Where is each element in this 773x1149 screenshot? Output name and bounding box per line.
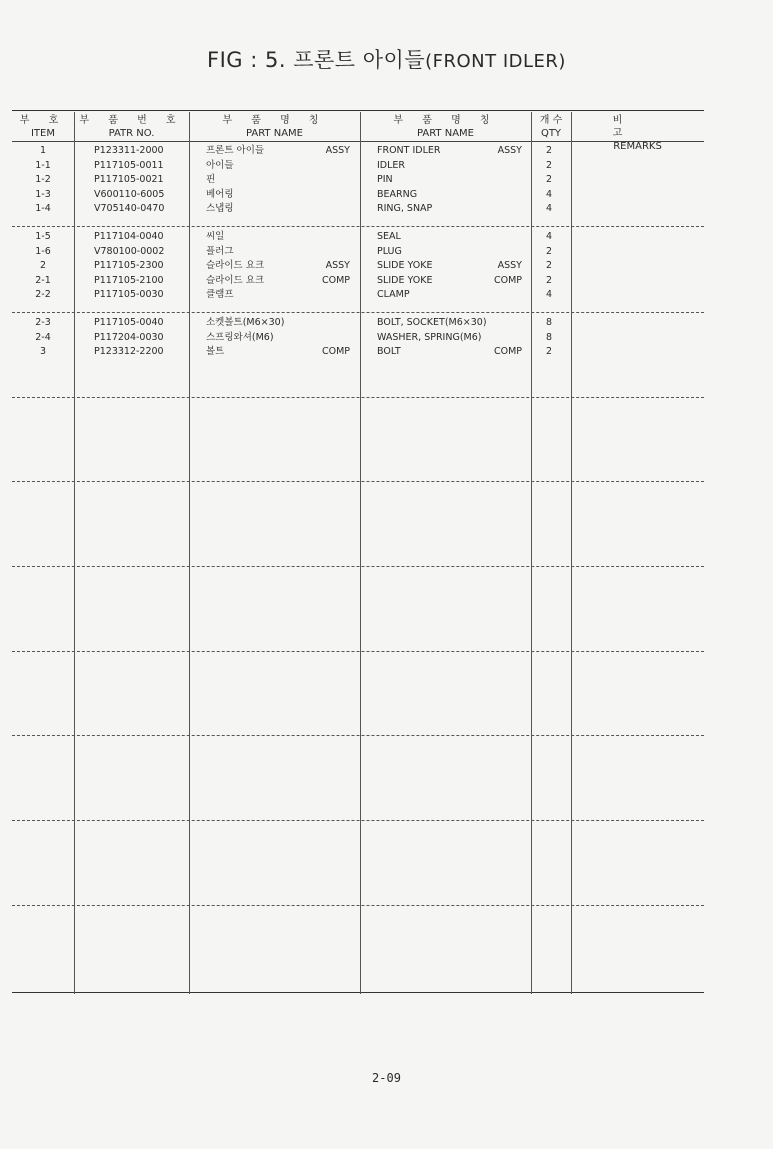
cell-type-en: COMP xyxy=(493,346,522,358)
cell-item: 2-2 xyxy=(35,289,51,301)
cell-name-en: SEAL xyxy=(377,231,401,242)
group-separator xyxy=(12,312,704,313)
cell-qty: 2 xyxy=(545,245,553,257)
cell-qty: 2 xyxy=(545,274,553,286)
cell-name-en: BEARNG xyxy=(377,188,418,200)
cell-name-ko: 소켓볼트(M6×30) xyxy=(206,317,285,328)
cell-part-no: P117105-0011 xyxy=(94,159,164,171)
cell-item: 1 xyxy=(39,145,47,156)
cell-name-ko: 플러그 xyxy=(206,245,234,257)
header-item-ko: 부 호 xyxy=(19,115,67,126)
cell-item: 1-3 xyxy=(35,188,51,200)
cell-name-en: PIN xyxy=(377,174,393,186)
cell-item: 3 xyxy=(39,346,47,358)
cell-type-en: ASSY xyxy=(497,145,522,156)
cell-name-ko: 스프링와셔(M6) xyxy=(206,331,274,343)
cell-qty: 2 xyxy=(545,174,553,186)
group-separator xyxy=(12,481,704,482)
cell-type-en: ASSY xyxy=(497,260,522,272)
cell-name-en: PLUG xyxy=(377,245,402,257)
cell-qty: 4 xyxy=(545,231,553,242)
header-name-en-ko: 부 품 명 칭 xyxy=(393,115,498,126)
header-qty xyxy=(531,114,571,140)
cell-part-no: P117105-0040 xyxy=(94,317,164,328)
cell-name-ko: 볼트 xyxy=(206,346,225,358)
cell-part-no: V600110-6005 xyxy=(94,188,165,200)
cell-name-ko: 슬라이드 요크 xyxy=(206,274,265,286)
cell-name-en: CLAMP xyxy=(377,289,410,301)
cell-name-en: SLIDE YOKE xyxy=(377,260,433,272)
cell-qty: 8 xyxy=(545,331,553,343)
header-part-no xyxy=(74,114,189,140)
header-part-no-ko: 부 품 번 호 xyxy=(79,115,184,126)
cell-name-en: BOLT, SOCKET(M6×30) xyxy=(377,317,487,328)
cell-type-ko: COMP xyxy=(321,274,350,286)
cell-name-ko: 프론트 아이들 xyxy=(206,145,265,156)
header-name-ko xyxy=(189,114,360,140)
header-name-en-en: PART NAME xyxy=(416,128,474,139)
group-separator xyxy=(12,397,704,398)
cell-item: 2 xyxy=(39,260,47,272)
cell-qty: 2 xyxy=(545,159,553,171)
header-remarks-ko: 비 고 xyxy=(612,115,663,139)
cell-name-ko: 베어링 xyxy=(206,188,234,200)
cell-qty: 2 xyxy=(545,145,553,156)
header-qty-ko: 개 수 xyxy=(539,115,563,126)
cell-part-no: V705140-0470 xyxy=(94,203,165,215)
cell-type-ko: COMP xyxy=(321,346,350,358)
cell-part-no: V780100-0002 xyxy=(94,245,165,257)
title-main: FIG : 5. 프론트 아이들 xyxy=(207,48,426,72)
group-separator xyxy=(12,905,704,906)
cell-part-no: P117105-0030 xyxy=(94,289,164,301)
column-divider xyxy=(74,112,75,994)
cell-qty: 4 xyxy=(545,289,553,301)
cell-part-no: P117104-0040 xyxy=(94,231,164,242)
table-top-rule xyxy=(12,110,704,111)
cell-part-no: P123311-2000 xyxy=(94,145,164,156)
cell-part-no: P117105-2100 xyxy=(94,274,164,286)
group-separator xyxy=(12,226,704,227)
cell-part-no: P123312-2200 xyxy=(94,346,164,358)
column-divider xyxy=(571,112,572,994)
cell-name-en: FRONT IDLER xyxy=(377,145,441,156)
cell-qty: 4 xyxy=(545,188,553,200)
cell-part-no: P117105-2300 xyxy=(94,260,164,272)
title-english: (FRONT IDLER) xyxy=(425,51,566,72)
cell-item: 2-4 xyxy=(35,331,51,343)
cell-name-ko: 핀 xyxy=(206,174,216,186)
cell-item: 1-2 xyxy=(35,174,51,186)
cell-name-ko: 스냅링 xyxy=(206,203,234,215)
cell-item: 1-5 xyxy=(35,231,51,242)
header-part-no-en: PATR NO. xyxy=(108,128,155,139)
column-divider xyxy=(189,112,190,994)
cell-part-no: P117105-0021 xyxy=(94,174,164,186)
cell-qty: 2 xyxy=(545,260,553,272)
cell-qty: 4 xyxy=(545,203,553,215)
cell-name-ko: 씨일 xyxy=(206,231,225,242)
cell-name-en: RING, SNAP xyxy=(377,203,433,215)
cell-item: 2-1 xyxy=(35,274,51,286)
cell-type-ko: ASSY xyxy=(325,145,350,156)
cell-name-en: BOLT xyxy=(377,346,401,358)
header-name-ko-en: PART NAME xyxy=(245,128,303,139)
cell-type-ko: ASSY xyxy=(325,260,350,272)
cell-name-ko: 슬라이드 요크 xyxy=(206,260,265,272)
cell-name-ko: 클램프 xyxy=(206,289,234,301)
group-separator xyxy=(12,735,704,736)
cell-item: 1-1 xyxy=(35,159,51,171)
group-separator xyxy=(12,566,704,567)
cell-name-en: IDLER xyxy=(377,159,406,171)
header-remarks xyxy=(571,114,704,153)
group-separator xyxy=(12,651,704,652)
header-qty-en: QTY xyxy=(540,128,562,139)
group-separator xyxy=(12,820,704,821)
cell-name-ko: 아이들 xyxy=(206,159,234,171)
header-remarks-en: REMARKS xyxy=(613,141,662,152)
page-title xyxy=(0,44,773,74)
column-divider xyxy=(360,112,361,994)
cell-name-en: SLIDE YOKE xyxy=(377,274,433,286)
header-name-ko-ko: 부 품 명 칭 xyxy=(222,115,327,126)
header-item xyxy=(12,114,74,140)
cell-part-no: P117204-0030 xyxy=(94,331,164,343)
cell-name-en: WASHER, SPRING(M6) xyxy=(377,331,482,343)
page-number: 2-09 xyxy=(372,1071,401,1085)
table-bottom-rule xyxy=(12,992,704,993)
cell-qty: 8 xyxy=(545,317,553,328)
cell-type-en: COMP xyxy=(493,274,522,286)
cell-item: 2-3 xyxy=(35,317,51,328)
header-item-en: ITEM xyxy=(30,128,55,139)
cell-qty: 2 xyxy=(545,346,553,358)
cell-item: 1-4 xyxy=(35,203,51,215)
cell-item: 1-6 xyxy=(35,245,51,257)
header-name-en xyxy=(360,114,531,140)
